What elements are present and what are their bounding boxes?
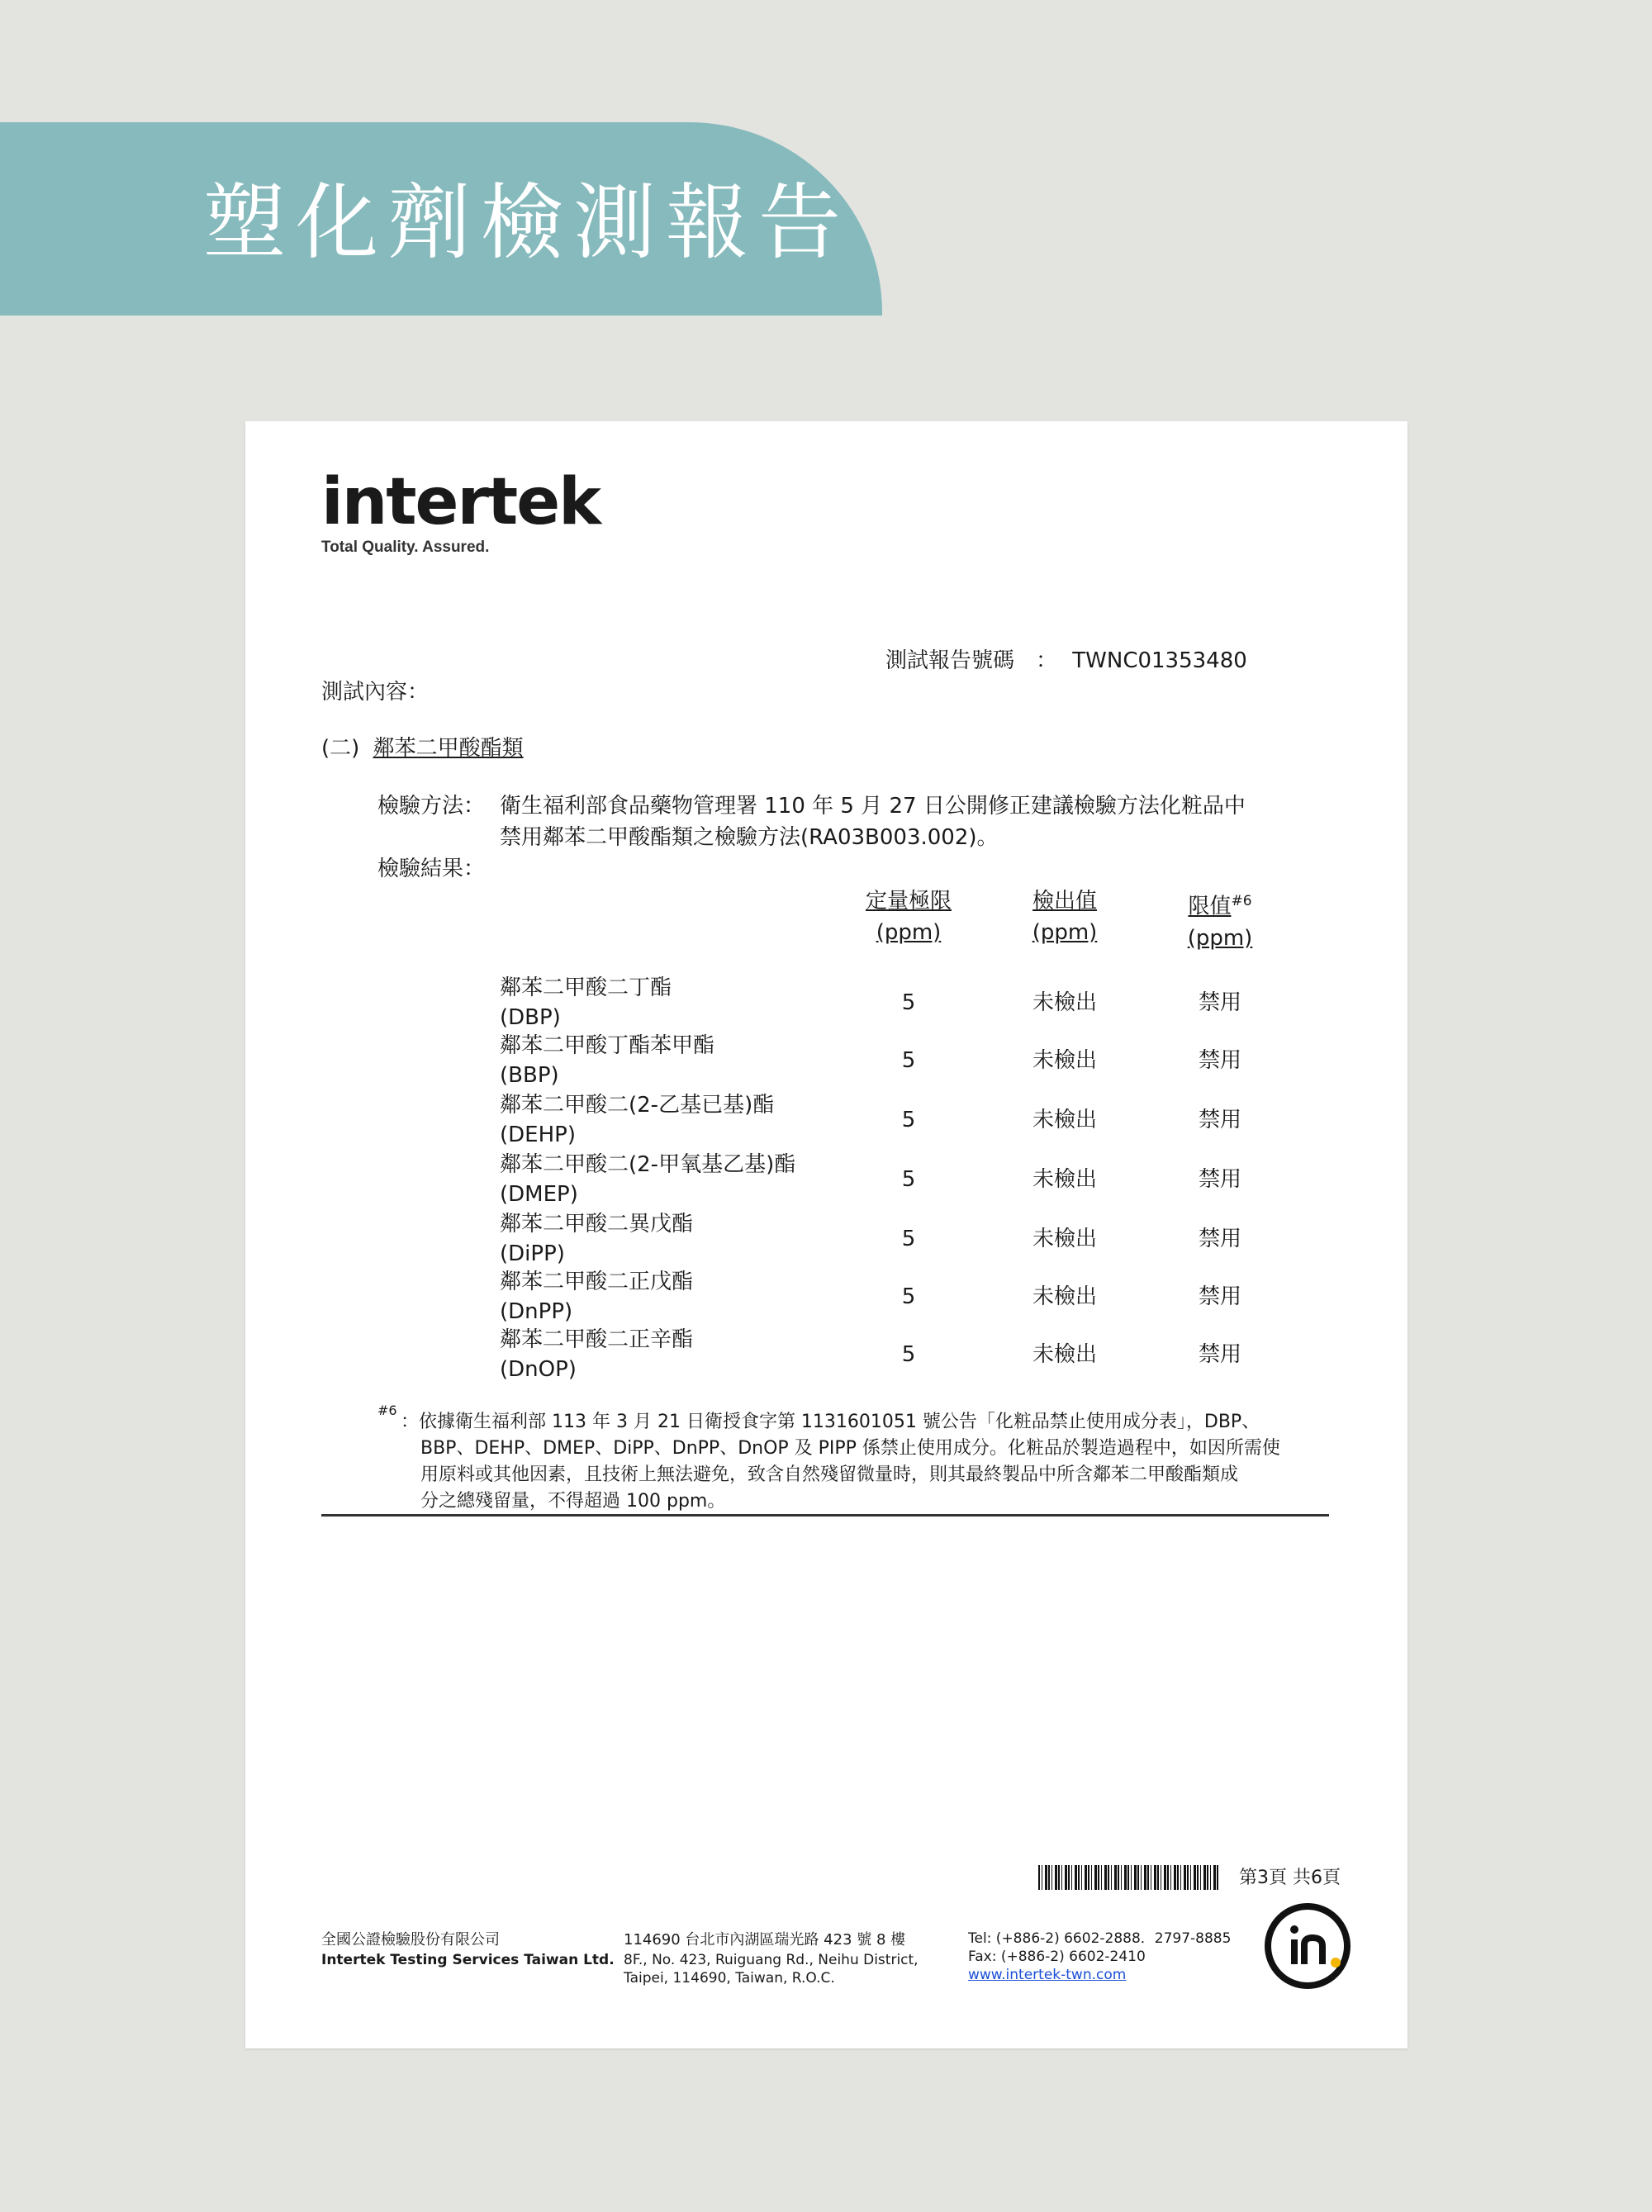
table-row	[500, 1325, 693, 1384]
substance-abbr: (DEHP)	[500, 1123, 576, 1147]
substance-abbr: (DBP)	[500, 1005, 561, 1030]
table-row	[500, 1267, 693, 1327]
detected-value: 未檢出	[1032, 1342, 1097, 1367]
limit-value: 禁用	[1198, 1227, 1241, 1251]
limit-value: 禁用	[1198, 1284, 1241, 1309]
substance-name: 鄰苯二甲酸二正戊酯	[500, 1270, 694, 1294]
company-name-zh: 全國公證檢驗股份有限公司	[321, 1931, 500, 1949]
substance-name: 鄰苯二甲酸二異戊酯	[500, 1212, 694, 1237]
substance-name: 鄰苯二甲酸二(2-甲氧基乙基)酯	[500, 1152, 796, 1177]
loq-value: 5	[901, 1284, 916, 1309]
loq-value: 5	[901, 1342, 916, 1367]
report-number-line	[885, 646, 1247, 676]
intertek-logo	[321, 465, 600, 557]
footnote-line: BBP、DEHP、DMEP、DiPP、DnPP、DnOP 及 PIPP 係禁止使用成分。化粧品於製造過程中，如因所需使	[420, 1438, 1280, 1459]
substance-name: 鄰苯二甲酸二(2-乙基已基)酯	[500, 1093, 775, 1118]
limit-value: 禁用	[1198, 1342, 1241, 1367]
limit-value: 禁用	[1198, 990, 1241, 1015]
header-detected	[999, 885, 1131, 948]
loq-value: 5	[901, 990, 916, 1015]
detected-value: 未檢出	[1032, 1167, 1097, 1192]
method-line-1: 衛生福利部食品藥物管理署 110 年 5 月 27 日公開修正建議檢驗方法化粧品中	[500, 794, 1246, 819]
footnote-line: ：依據衛生福利部 113 年 3 月 21 日衛授食字第 1131601051 號公告「化粧品禁止使用成分表」，DBP、	[401, 1412, 1260, 1432]
logo-wordmark: intertek	[321, 465, 600, 539]
report-number-label: 測試報告號碼 ：	[885, 648, 1058, 673]
telephone: Tel: (+886-2) 6602-2888．2797-8885	[968, 1930, 1232, 1947]
limit-value: 禁用	[1198, 1167, 1241, 1192]
header-limit-label: 限值	[1188, 894, 1232, 919]
loq-value: 5	[901, 1048, 916, 1073]
logo-tagline: Total Quality. Assured.	[321, 539, 490, 556]
table-row	[500, 1031, 714, 1090]
table-row	[500, 1150, 795, 1209]
footer-company	[321, 1930, 615, 1969]
footer-address	[624, 1930, 919, 1987]
limit-value: 禁用	[1198, 1048, 1241, 1073]
substance-name: 鄰苯二甲酸二丁酯	[500, 975, 672, 1000]
header-limit-unit: (ppm)	[1187, 925, 1253, 951]
section-divider	[321, 1514, 1329, 1517]
website-link[interactable]: www.intertek-twn.com	[968, 1967, 1127, 1983]
header-loq	[843, 885, 975, 948]
header-detected-unit: (ppm)	[1032, 920, 1098, 945]
loq-value: 5	[901, 1227, 916, 1251]
fax: Fax: (+886-2) 6602-2410	[968, 1949, 1146, 1965]
footnote-line: 用原料或其他因素，且技術上無法避免，致含自然殘留微量時，則其最終製品中所含鄰苯二甲酸酯類成	[420, 1464, 1239, 1485]
table-row	[500, 973, 672, 1032]
header-loq-unit: (ppm)	[876, 920, 942, 945]
substance-abbr: (BBP)	[500, 1063, 559, 1088]
substance-abbr: (DMEP)	[500, 1182, 578, 1207]
method-label: 檢驗方法：	[377, 794, 486, 819]
table-row	[500, 1209, 693, 1269]
page-indicator: 第3頁 共6頁	[1239, 1868, 1341, 1888]
report-number: TWNC01353480	[1072, 648, 1247, 673]
footer-contact	[968, 1930, 1231, 1984]
substance-abbr: (DnPP)	[500, 1299, 573, 1324]
test-content-label: 測試內容：	[321, 680, 430, 705]
address-en-line-1: 8F., No. 423, Ruiguang Rd., Neihu District,	[624, 1952, 919, 1968]
limit-value: 禁用	[1198, 1108, 1241, 1132]
barcode	[1038, 1865, 1220, 1890]
section-prefix: (二)	[321, 736, 360, 761]
header-limit	[1154, 885, 1286, 954]
method-line-2: 禁用鄰苯二甲酸酯類之檢驗方法(RA03B003.002)。	[500, 825, 999, 850]
page-title: 塑化劑檢測報告	[203, 174, 851, 271]
header-loq-label: 定量極限	[865, 889, 952, 914]
address-zh: 114690 台北市內湖區瑞光路 423 號 8 樓	[624, 1931, 906, 1949]
detected-value: 未檢出	[1032, 990, 1097, 1015]
loq-value: 5	[901, 1167, 916, 1192]
detected-value: 未檢出	[1032, 1284, 1097, 1309]
section-heading	[321, 733, 524, 763]
company-name-en: Intertek Testing Services Taiwan Ltd.	[321, 1952, 615, 1968]
substance-name: 鄰苯二甲酸二正辛酯	[500, 1327, 694, 1352]
substance-name: 鄰苯二甲酸丁酯苯甲酯	[500, 1033, 715, 1058]
table-row	[500, 1090, 774, 1150]
section-title: 鄰苯二甲酸酯類	[373, 736, 524, 761]
detected-value: 未檢出	[1032, 1048, 1097, 1073]
intertek-in-circle-icon	[1263, 1901, 1352, 1991]
header-limit-footnote-mark: #6	[1231, 893, 1252, 909]
footnote-line: 分之總殘留量，不得超過 100 ppm。	[420, 1491, 726, 1512]
header-detected-label: 檢出值	[1032, 889, 1097, 914]
address-en-line-2: Taipei, 114690, Taiwan, R.O.C.	[624, 1970, 835, 1987]
test-report-document	[245, 421, 1408, 2048]
substance-abbr: (DiPP)	[500, 1241, 565, 1266]
result-label: 檢驗結果：	[377, 857, 486, 881]
loq-value: 5	[901, 1108, 916, 1132]
substance-abbr: (DnOP)	[500, 1357, 577, 1382]
footnote-mark: #6	[377, 1403, 397, 1418]
detected-value: 未檢出	[1032, 1108, 1097, 1132]
detected-value: 未檢出	[1032, 1227, 1097, 1251]
